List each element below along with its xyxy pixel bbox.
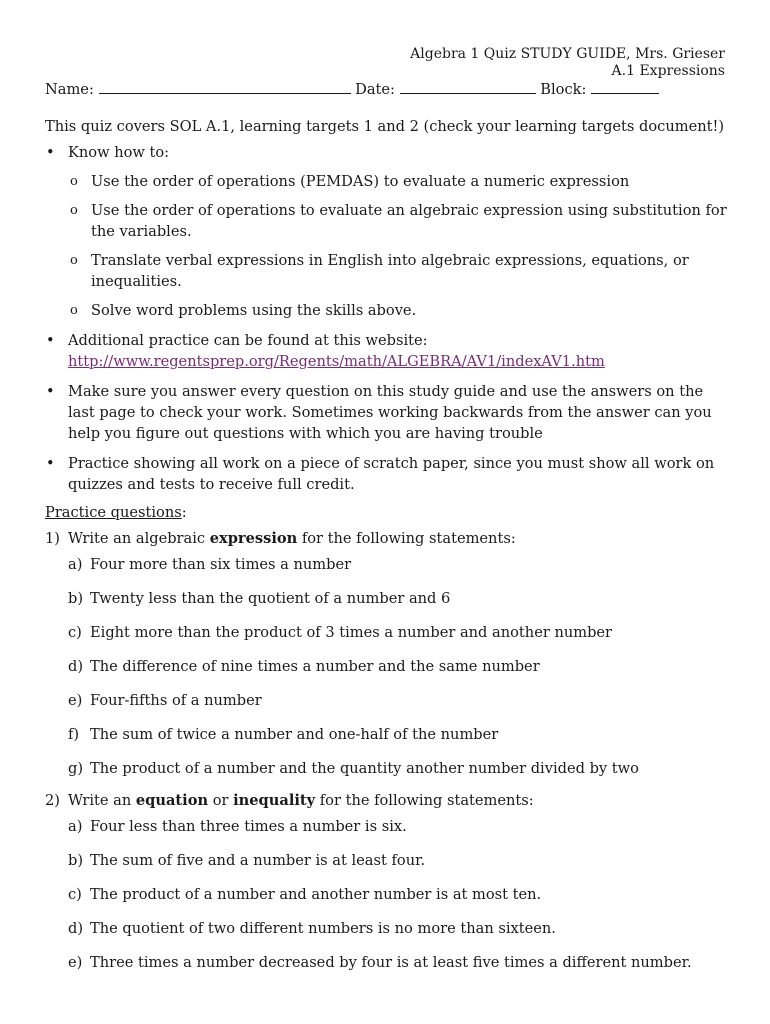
- question-1: [45, 528, 730, 549]
- question-1-item: [45, 588, 730, 609]
- skill-item: o Solve word problems using the skills above.: [68, 300, 730, 321]
- question-2: [45, 790, 730, 811]
- question-2-item: [45, 816, 730, 837]
- item-letter: f): [68, 726, 80, 743]
- main-content: [45, 116, 730, 973]
- question-2-item: [45, 850, 730, 871]
- question-1-bold-term: expression: [209, 530, 298, 547]
- question-1-item: [45, 724, 730, 745]
- item-text: Twenty less than the quotient of a number and 6: [90, 590, 451, 607]
- item-letter: e): [68, 954, 83, 971]
- question-number: 2): [45, 792, 60, 809]
- student-info-line: [45, 80, 659, 98]
- instructions-list: [45, 142, 730, 495]
- question-2-item: [45, 952, 730, 973]
- item-letter: a): [68, 556, 83, 573]
- item-letter: g): [68, 760, 84, 777]
- question-1-item: [45, 622, 730, 643]
- list-item-show-work: • Practice showing all work on a piece of scratch paper, since you must show all work on quizzes and tests to receive full credit.: [45, 453, 730, 495]
- name-field[interactable]: [99, 80, 351, 94]
- item-letter: a): [68, 818, 83, 835]
- practice-heading-colon: :: [181, 504, 187, 521]
- header-subtitle: A.1 Expressions: [611, 63, 725, 79]
- item-text: The difference of nine times a number and the same number: [90, 658, 540, 675]
- question-2-suffix: for the following statements:: [315, 792, 534, 809]
- item-text: Four more than six times a number: [90, 556, 352, 573]
- item-letter: b): [68, 852, 84, 869]
- item-letter: c): [68, 886, 82, 903]
- date-field[interactable]: [400, 80, 536, 94]
- header-title: Algebra 1 Quiz STUDY GUIDE, Mrs. Grieser: [410, 46, 725, 62]
- question-2-bold-term-1: equation: [135, 792, 209, 809]
- document-header: [410, 46, 725, 80]
- practice-website-link[interactable]: http://www.regentsprep.org/Regents/math/ALGEBRA/AV1/indexAV1.htm: [68, 353, 605, 370]
- intro-text: This quiz covers SOL A.1, learning targets 1 and 2 (check your learning targets document!): [45, 118, 725, 135]
- item-text: Three times a number decreased by four is at least five times a different number.: [90, 954, 692, 971]
- question-1-item: [45, 690, 730, 711]
- question-2-item: [45, 918, 730, 939]
- block-label: Block:: [540, 81, 587, 98]
- list-item-know-how: [45, 142, 730, 321]
- block-field[interactable]: [591, 80, 659, 94]
- item-text: The product of a number and another number is at most ten.: [90, 886, 542, 903]
- question-number: 1): [45, 530, 60, 547]
- question-2-bold-term-2: inequality: [233, 792, 316, 809]
- question-1-prefix: Write an algebraic: [68, 530, 210, 547]
- question-2-item: [45, 884, 730, 905]
- question-1-item: [45, 554, 730, 575]
- item-letter: d): [68, 920, 84, 937]
- skill-item: o Translate verbal expressions in English into algebraic expressions, equations, or inequalities.: [68, 250, 730, 292]
- question-2-prefix: Write an: [68, 792, 136, 809]
- practice-text: Additional practice can be found at this website:: [68, 332, 428, 349]
- name-label: Name:: [45, 81, 94, 98]
- list-item-answer-every: • Make sure you answer every question on this study guide and use the answers on the last page to check your work. Sometimes working backwards from the answer can you help you figure out questions with which you are having trouble: [45, 381, 730, 444]
- skill-item: o Use the order of operations (PEMDAS) to evaluate a numeric expression: [68, 171, 730, 192]
- item-text: Four less than three times a number is six.: [90, 818, 407, 835]
- item-letter: c): [68, 624, 82, 641]
- skill-item: o Use the order of operations to evaluate an algebraic expression using substitution for the variables.: [68, 200, 730, 242]
- practice-heading: [45, 502, 730, 523]
- question-1-suffix: for the following statements:: [297, 530, 516, 547]
- item-text: The sum of twice a number and one-half of the number: [90, 726, 499, 743]
- question-1-item: [45, 758, 730, 779]
- item-text: The quotient of two different numbers is no more than sixteen.: [90, 920, 556, 937]
- item-letter: b): [68, 590, 84, 607]
- question-1-item: [45, 656, 730, 677]
- skills-list: [68, 171, 730, 321]
- item-letter: d): [68, 658, 84, 675]
- practice-heading-text: Practice questions: [45, 504, 182, 521]
- item-text: The product of a number and the quantity another number divided by two: [90, 760, 639, 777]
- question-2-middle: or: [208, 792, 234, 809]
- item-text: Four-fifths of a number: [90, 692, 262, 709]
- item-text: The sum of five and a number is at least four.: [90, 852, 426, 869]
- item-text: Eight more than the product of 3 times a number and another number: [90, 624, 613, 641]
- know-how-label: Know how to:: [68, 144, 170, 161]
- date-label: Date:: [355, 81, 395, 98]
- list-item-practice-link: [45, 330, 730, 372]
- item-letter: e): [68, 692, 83, 709]
